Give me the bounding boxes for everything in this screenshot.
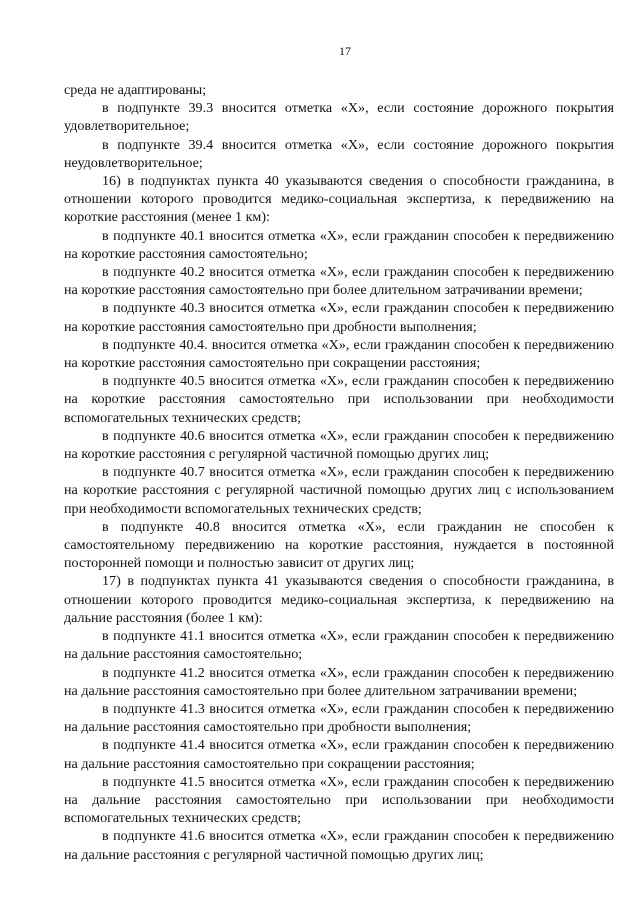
paragraph: в подпункте 39.3 вносится отметка «X», если состояние дорожного покрытия удовлетворительное;: [64, 100, 614, 135]
paragraph: в подпункте 39.4 вносится отметка «X», если состояние дорожного покрытия неудовлетворительное;: [64, 136, 614, 171]
page-number: 17: [339, 44, 351, 58]
paragraph: в подпункте 41.5 вносится отметка «X», если гражданин способен к передвижению на дальние расстояния самостоятельно при использовании при необходимости вспомогательных технических средств;: [64, 773, 614, 827]
paragraph: в подпункте 40.5 вносится отметка «X», если гражданин способен к передвижению на короткие расстояния самостоятельно при использовании при необходимости вспомогательных технических средств;: [64, 373, 614, 426]
paragraph: в подпункте 40.8 вносится отметка «X», если гражданин не способен к самостоятельному передвижению на короткие расстояния, нуждается в постоянной посторонней помощи и полностью зависит от других лиц;: [64, 518, 614, 572]
paragraph: в подпункте 41.1 вносится отметка «X», если гражданин способен к передвижению на дальние расстояния самостоятельно;: [64, 628, 614, 663]
paragraph: 17) в подпунктах пункта 41 указываются сведения о способности гражданина, в отношении которого проводится медико-социальная экспертиза, к передвижению на дальние расстояния (более 1 км):: [64, 573, 614, 626]
paragraph: в подпункте 40.3 вносится отметка «X», если гражданин способен к передвижению на короткие расстояния самостоятельно при дробности выполнения;: [64, 300, 614, 335]
paragraph: в подпункте 41.4 вносится отметка «X», если гражданин способен к передвижению на дальние расстояния самостоятельно при сокращении расстояния;: [64, 737, 614, 772]
paragraph: в подпункте 40.1 вносится отметка «X», если гражданин способен к передвижению на короткие расстояния самостоятельно;: [64, 227, 614, 262]
paragraph: в подпункте 41.2 вносится отметка «X», если гражданин способен к передвижению на дальние расстояния самостоятельно при более длительном затрачивании времени;: [64, 664, 614, 699]
paragraph: в подпункте 40.2 вносится отметка «X», если гражданин способен к передвижению на короткие расстояния самостоятельно при более длительном затрачивании времени;: [64, 264, 614, 299]
paragraph: в подпункте 41.3 вносится отметка «X», если гражданин способен к передвижению на дальние расстояния самостоятельно при дробности выполнения;: [64, 700, 614, 736]
paragraph: в подпункте 40.7 вносится отметка «X», если гражданин способен к передвижению на короткие расстояния с регулярной частичной помощью других лиц с использованием при необходимости вспомогательных технических средств;: [64, 464, 614, 517]
paragraph: 16) в подпунктах пункта 40 указываются сведения о способности гражданина, в отношении которого проводится медико-социальная экспертиза, к передвижению на короткие расстояния (менее 1 км):: [64, 173, 614, 226]
paragraph: в подпункте 40.4. вносится отметка «X», если гражданин способен к передвижению на короткие расстояния самостоятельно при сокращении расстояния;: [64, 336, 614, 372]
paragraph: в подпункте 40.6 вносится отметка «X», если гражданин способен к передвижению на короткие расстояния с регулярной частичной помощью других лиц;: [64, 427, 614, 463]
document-body: [64, 81, 614, 864]
paragraph: среда не адаптированы;: [64, 82, 207, 98]
paragraph: в подпункте 41.6 вносится отметка «X», если гражданин способен к передвижению на дальние расстояния с регулярной частичной помощью других лиц;: [64, 828, 614, 863]
